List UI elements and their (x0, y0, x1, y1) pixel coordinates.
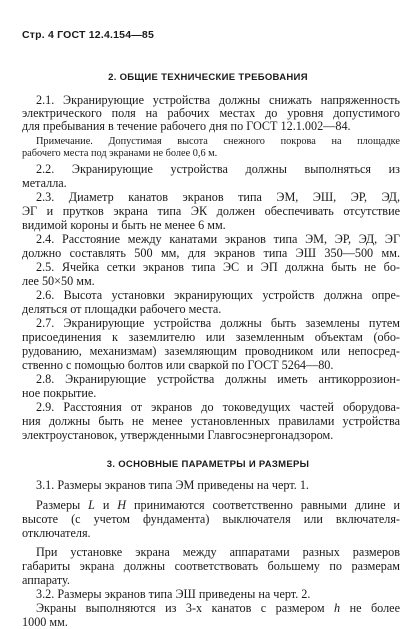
text-line: аппарату. (22, 573, 70, 587)
text-line: 2.9. Расстояния от экранов до токоведущих частей оборудова- (36, 400, 400, 414)
text-line: При установке экрана между аппаратами разных размеров (36, 545, 400, 559)
text-line: 2.2. Экранирующие устройства должны выполняться из (36, 162, 400, 176)
text-line: электрического поля на рабочих местах до уровня допустимого (22, 106, 400, 120)
text-line: ния должны быть не менее установленных правилами устройства (22, 414, 400, 428)
text-line: лее 50×50 мм. (22, 274, 95, 288)
text-line: 3.1. Размеры экранов типа ЭМ приведены на черт. 1. (36, 478, 309, 492)
text-line: отключателя. (22, 526, 91, 540)
section-3-heading: 3. ОСНОВНЫЕ ПАРАМЕТРЫ И РАЗМЕРЫ (106, 459, 310, 470)
text-line: электроустановок, утвержденными Главгосэнергонадзором. (22, 428, 334, 442)
text-line: 1000 мм. (22, 615, 68, 629)
text-line: для пребывания в течение рабочего дня по ГОСТ 12.1.002—84. (22, 119, 351, 133)
text-line: 2.4. Расстояние между канатами экранов типа ЭМ, ЭР, ЭД, ЭГ (36, 232, 400, 246)
text-line: высоте (с учетом фундамента) выключателя или включателя- (22, 512, 400, 526)
text-line: должно составлять 500 мм, для экранов типа ЭШ 350—500 мм. (22, 246, 400, 260)
text-line: 2.5. Ячейка сетки экранов типа ЭС и ЭП должна быть не бо- (36, 260, 400, 274)
text-line: 2.3. Диаметр канатов экранов типа ЭМ, ЭШ, ЭР, ЭД, (36, 190, 400, 204)
section-2-heading: 2. ОБЩИЕ ТЕХНИЧЕСКИЕ ТРЕБОВАНИЯ (108, 72, 308, 83)
text-line: рудованию, механизмам) заземляющим проводником или непосред- (22, 344, 400, 358)
text-line: 2.7. Экранирующие устройства должны быть заземлены путем (36, 316, 400, 330)
text-line: металла. (22, 176, 67, 190)
text-line: 3.2. Размеры экранов типа ЭШ приведены на черт. 2. (36, 587, 311, 601)
note-line: Примечание. Допустимая высота снежного покрова на площадке (36, 136, 400, 147)
text-line: 2.8. Экранирующие устройства должны иметь антикоррозион- (36, 372, 400, 386)
text-line: 2.1. Экранирующие устройства должны снижать напряженность (36, 93, 400, 107)
text-line: присоединения к заземлителю или заземленным объектам (обо- (22, 330, 400, 344)
page-header: Стр. 4 ГОСТ 12.4.154—85 (22, 29, 155, 41)
text-line: габариты экрана должны соответствовать большему по размерам (22, 559, 400, 573)
text-line: ЭГ и прутков экрана типа ЭК должен обеспечивать отсутствие (22, 204, 400, 218)
text-line: видимой короны и быть не менее 6 мм. (22, 218, 226, 232)
text-line: ственно с помощью болтов или сваркой по ГОСТ 5264—80. (22, 358, 334, 372)
text-line: Размеры L и H принимаются соответственно равными длине и (36, 498, 400, 512)
text-line: 2.6. Высота установки экранирующих устройств должна опре- (36, 288, 400, 302)
text-line: Экраны выполняются из 3-х канатов с размером h не более (36, 601, 400, 615)
note-line: рабочего места под экранами не более 0,6 м. (22, 148, 218, 159)
text-line: ное покрытие. (22, 386, 97, 400)
text-line: деляться от площадки рабочего места. (22, 302, 222, 316)
